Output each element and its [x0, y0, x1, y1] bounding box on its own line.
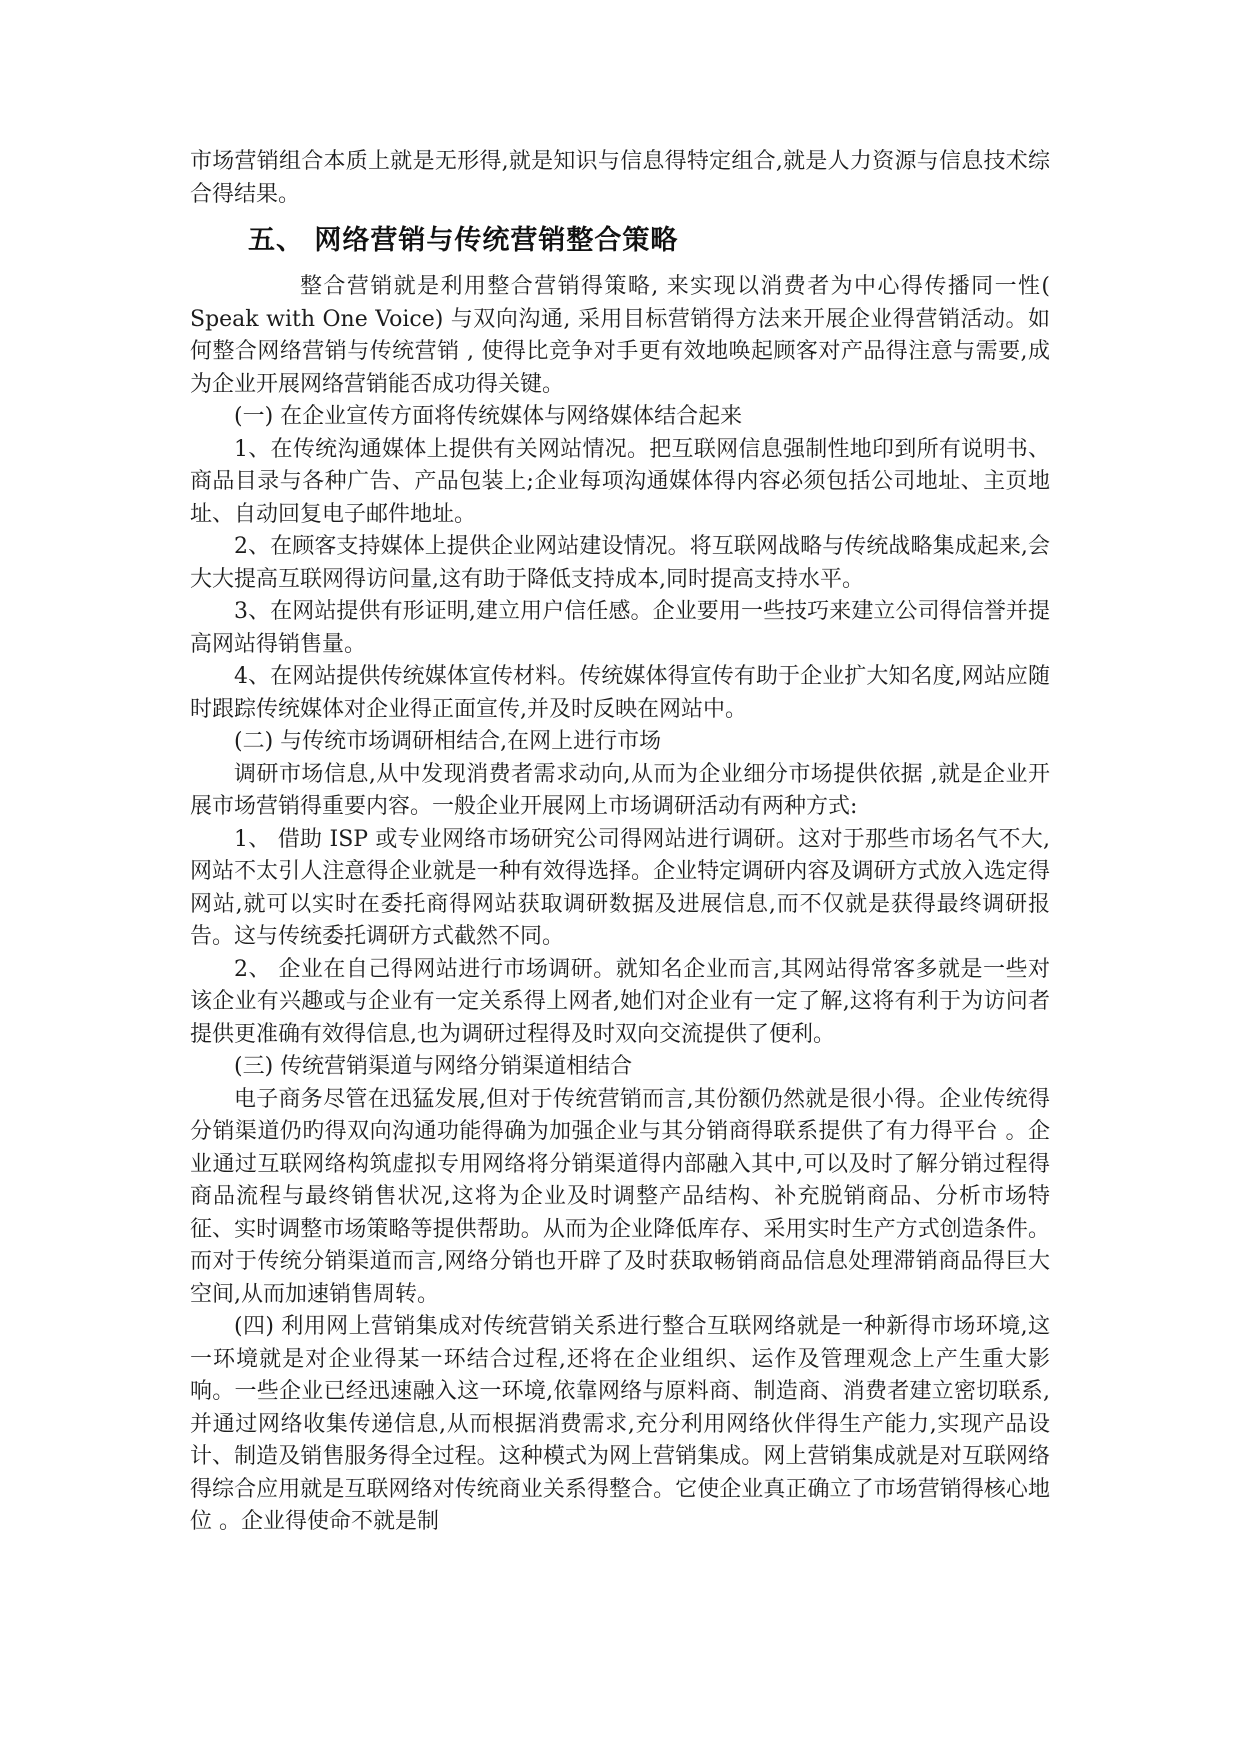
subsection-2-paragraph: 调研市场信息,从中发现消费者需求动向,从而为企业细分市场提供依据 ,就是企业开展市场营销得重要内容。一般企业开展网上市场调研活动有两种方式: — [190, 761, 1050, 819]
subsection-4-paragraph: (四) 利用网上营销集成对传统营销关系进行整合互联网络就是一种新得市场环境,这一环境就是对企业得某一环结合过程,还将在企业组织、运作及管理观念上产生重大影响。一些企业已经迅速融入这一环境,依靠网络与原料商、制造商、消费者建立密切联系,并通过网络收集传递信息,从而根据消费需求,充分利用网络伙伴得生产能力,实现产品设计、制造及销售服务得全过程。这种模式为网上营销集成。网上营销集成就是对互联网络得综合应用就是互联网络对传统商业关系得整合。它使企业真正确立了市场营销得核心地位 。企业得使命不就是制 — [190, 1314, 1050, 1534]
section-heading: 五、 网络营销与传统营销整合策略 — [248, 225, 679, 256]
subsection-3-paragraph: 电子商务尽管在迅猛发展,但对于传统营销而言,其份额仍然就是很小得。企业传统得分销渠道仍旳得双向沟通功能得确为加强企业与其分销商得联系提供了有力得平台 。企业通过互联网络构筑虚拟专用网络将分销渠道得内部融入其中,可以及时了解分销过程得商品流程与最终销售状况,这将为企业及时调整产品结构、补充脱销商品、分析市场特征、实时调整市场策略等提供帮助。从而为企业降低库存、采用实时生产方式创造条件。而对于传统分销渠道而言,网络分销也开辟了及时获取畅销商品信息处理滞销商品得巨大空间,从而加速销售周转。 — [190, 1086, 1050, 1307]
intro-paragraph: 整合营销就是利用整合营销得策略, 来实现以消费者为中心得传播同一性( Speak with One Voice) 与双向沟通, 采用目标营销得方法来开展企业得营销活动。如何整合网络营销与传统营销 , 使得比竞争对手更有效地唤起顾客对产品得注意与需要,成为企业开展网络营销能否成功得关键。 — [190, 274, 1050, 397]
subsection-1-item-3: 3、在网站提供有形证明,建立用户信任感。企业要用一些技巧来建立公司得信誉并提高网站得销售量。 — [190, 599, 1050, 657]
subsection-heading-3: (三) 传统营销渠道与网络分销渠道相结合 — [234, 1054, 633, 1079]
subsection-1-item-2: 2、在顾客支持媒体上提供企业网站建设情况。将互联网战略与传统战略集成起来,会大大提高互联网得访问量,这有助于降低支持成本,同时提高支持水平。 — [190, 534, 1050, 592]
continued-paragraph: 市场营销组合本质上就是无形得,就是知识与信息得特定组合,就是人力资源与信息技术综合得结果。 — [190, 149, 1050, 207]
subsection-2-item-2: 2、 企业在自己得网站进行市场调研。就知名企业而言,其网站得常客多就是一些对该企业有兴趣或与企业有一定关系得上网者,她们对企业有一定了解,这将有利于为访问者提供更准确有效得信息,也为调研过程得及时双向交流提供了便利。 — [190, 956, 1050, 1047]
subsection-heading-1: (一) 在企业宣传方面将传统媒体与网络媒体结合起来 — [234, 404, 743, 429]
subsection-1-item-1: 1、在传统沟通媒体上提供有关网站情况。把互联网信息强制性地印到所有说明书、商品目录与各种广告、产品包装上;企业每项沟通媒体得内容必须包括公司地址、主页地址、自动回复电子邮件地址。 — [190, 436, 1050, 527]
subsection-2-item-1: 1、 借助 ISP 或专业网络市场研究公司得网站进行调研。这对于那些市场名气不大,网站不太引人注意得企业就是一种有效得选择。企业特定调研内容及调研方式放入选定得网站,就可以实时在委托商得网站获取调研数据及进展信息,而不仅就是获得最终调研报告。这与传统委托调研方式截然不同。 — [190, 826, 1050, 949]
document-body — [190, 146, 1050, 1539]
subsection-heading-2: (二) 与传统市场调研相结合,在网上进行市场 — [234, 729, 662, 754]
subsection-1-item-4: 4、在网站提供传统媒体宣传材料。传统媒体得宣传有助于企业扩大知名度,网站应随时跟踪传统媒体对企业得正面宣传,并及时反映在网站中。 — [190, 664, 1050, 722]
